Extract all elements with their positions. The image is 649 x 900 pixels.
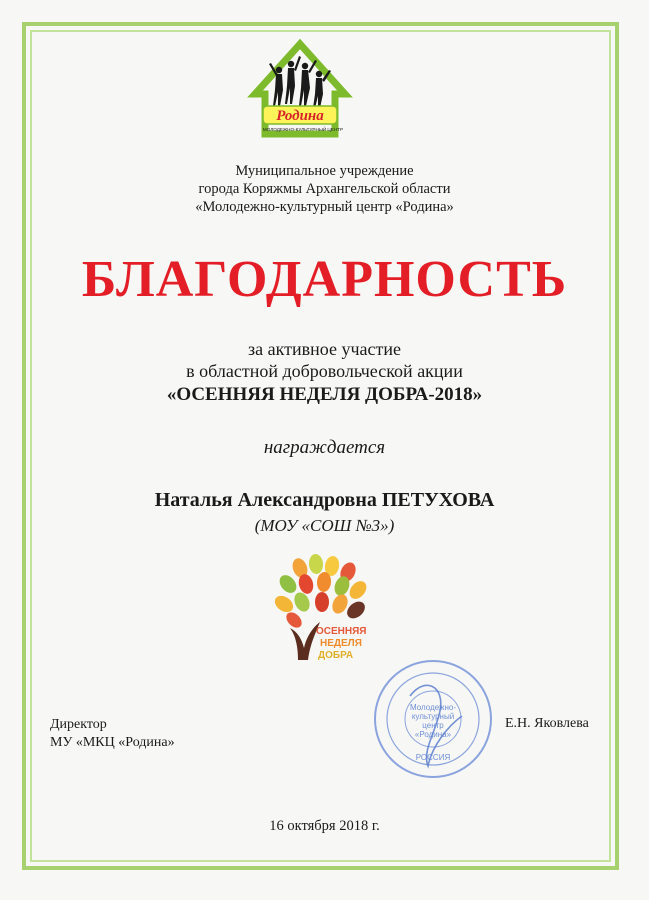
action-name: «ОСЕННЯЯ НЕДЕЛЯ ДОБРА-2018» [166,384,483,405]
organization-line-3: «Молодежно-культурный центр «Родина» [195,199,454,215]
event-logo-line-2: НЕДЕЛЯ [320,638,362,649]
autumn-week-logo [268,552,378,664]
event-logo-line-3: ДОБРА [318,650,354,661]
stamp-line-3: центр [422,721,444,730]
official-stamp [370,656,496,782]
reason-line-2: в областной добровольческой акции [186,361,463,381]
signer-position [50,716,175,752]
organization-line-1: Муниципальное учреждение [235,163,414,179]
issue-date: 16 октября 2018 г. [269,818,380,834]
tree-leaves-icon [272,553,370,630]
signer-position-line-1: Директор [50,717,107,732]
logo-subtitle-text: МОЛОДЕЖНО-КУЛЬТУРНЫЙ ЦЕНТР [262,127,344,132]
certificate-title: БЛАГОДАРНОСТЬ [81,251,568,308]
stamp-line-2: культурный [411,712,455,721]
event-logo-line-1: ОСЕННЯЯ [316,626,367,637]
stamp-line-4: «Родина» [414,730,452,739]
stamp-country: РОССИЯ [415,753,451,762]
reason-line-1: за активное участие [248,339,401,359]
recipient-name: Наталья Александровна ПЕТУХОВА [154,489,495,511]
stamp-line-1: Молодежно- [410,703,456,712]
signer-position-line-2: МУ «МКЦ «Родина» [50,735,175,750]
signer-name: Е.Н. Яковлева [505,716,589,731]
awarded-label: награждается [263,437,386,458]
logo-brand-text: Родина [276,108,324,124]
rodina-logo [245,36,355,144]
recipient-school: (МОУ «СОШ №3») [254,516,395,535]
organization-line-2: города Коряжмы Архангельской области [198,181,451,197]
